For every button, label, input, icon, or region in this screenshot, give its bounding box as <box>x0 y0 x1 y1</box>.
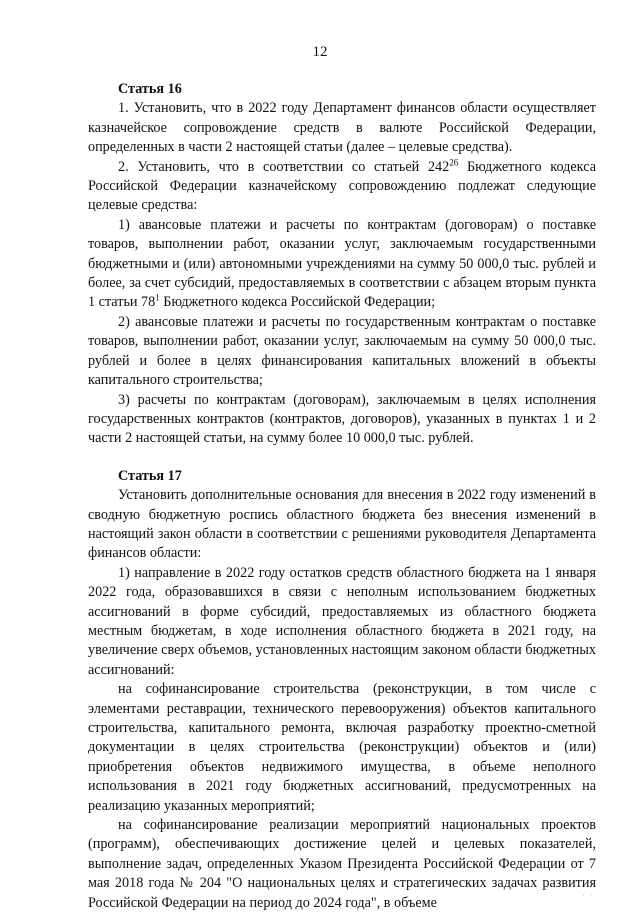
article-16-paragraph-2-superscript: 26 <box>449 156 459 167</box>
corner-scan-mark: · · <box>582 893 594 899</box>
article-16-title: Статья 16 <box>118 81 182 97</box>
article-16-paragraph-2 <box>88 158 596 216</box>
section-gap <box>88 449 596 467</box>
article-16-paragraph-1: 1. Установить, что в 2022 году Департамент финансов области осуществляет казначейское сопровождение средств в валюте Российской Федерации, определенных в части 2 настоящей статьи (далее – целевые средства). <box>88 100 596 156</box>
article-16-paragraph-2-text-a: 2. Установить, что в соответствии со статьей 242 <box>118 158 450 175</box>
article-17-item-1: 1) направление в 2022 году остатков средств областного бюджета на 1 января 2022 года, образовавшихся в связи с неполным использованием бюджетных ассигнований в форме субсидий, предоставляемых из областного бюджета местным бюджетам, в ходе исполнения областного бюджета в 2021 году, на увеличение сверх объемов, установленных настоящим законом области бюджетных ассигнований: <box>88 564 596 678</box>
article-16-item-2: 2) авансовые платежи и расчеты по государственным контрактам о поставке товаров, выполнении работ, оказании услуг, заключаемым на сумму 50 000,0 тыс. рублей и более в целях финансирования капитальных вложений в объекты капитального строительства; <box>88 313 596 389</box>
document-body <box>88 80 596 913</box>
article-16-item-1-text-a: 1) авансовые платежи и расчеты по контрактам (договорам) о поставке товаров, выполнении работ, оказании услуг, заключаемым государственными бюджетными и (или) автономными учреждениями на сумму 50 000,0 тыс. рублей и более, за счет субсидий, предоставляемых в соответствии с абзацем вторым пункта 1 статьи 78 <box>88 216 596 311</box>
article-16-paragraph-2-text-b: Бюджетного кодекса Российской Федерации казначейскому сопровождению подлежат следующие целевые средства: <box>88 158 596 214</box>
article-16-item-1-text-b: Бюджетного кодекса Российской Федерации; <box>159 294 436 311</box>
article-17-subitem-1: на софинансирование строительства (реконструкции, в том числе с элементами реставрации, технического перевооружения) объектов капитального строительства, капитального ремонта, включая разработку проектно-сметной документации в целях строительства (реконструкции) объектов и (или) приобретения объектов недвижимого имущества, в объеме неполного использования в 2021 году бюджетных ассигнований, предусмотренных на реализацию указанных мероприятий; <box>88 681 596 814</box>
article-17-paragraph-1: Установить дополнительные основания для внесения в 2022 году изменений в сводную бюджетную роспись областного бюджета без внесения изменений в настоящий закон области в соответствии с решениями руководителя Департамента финансов области: <box>88 487 596 562</box>
article-17-subitem-2: на софинансирование реализации мероприятий национальных проектов (программ), обеспечивающих достижение целей и целевых показателей, выполнение задач, определенных Указом Президента Российской Федерации от 7 мая 2018 года № 204 "О национальных целях и стратегических задачах развития Российской Федерации на период до 2024 года", в объеме <box>88 817 596 911</box>
article-17-title: Статья 17 <box>118 467 182 484</box>
page-number: 12 <box>312 44 328 60</box>
article-16-item-3: 3) расчеты по контрактам (договорам), заключаемым в целях исполнения государственных контрактов (контрактов, договоров), указанных в пунктах 1 и 2 части 2 настоящей статьи, на сумму более 10 000,0 тыс. рублей. <box>88 391 596 447</box>
article-16-item-1-superscript: 1 <box>155 292 160 303</box>
article-16-item-1 <box>88 216 596 313</box>
